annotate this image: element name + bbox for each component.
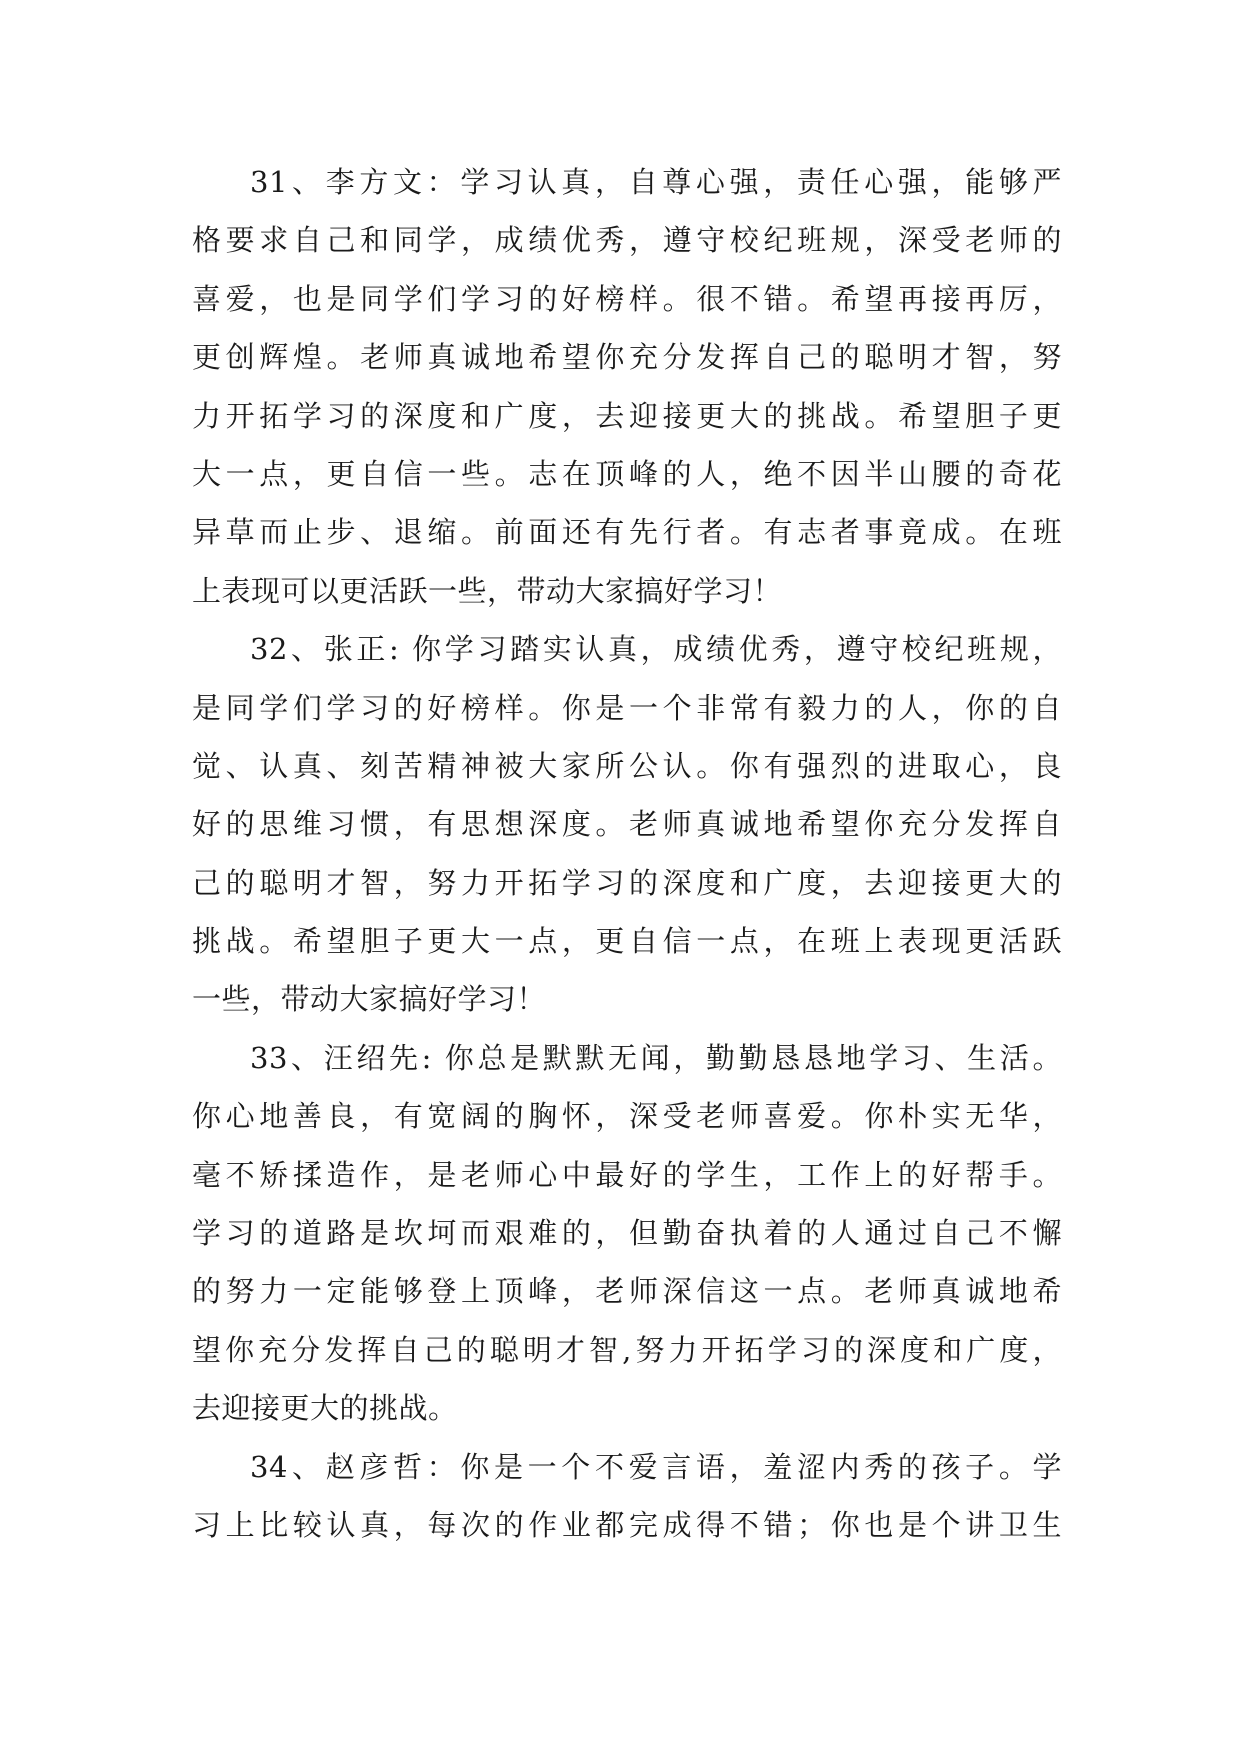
- paragraph-32: [192, 620, 1062, 1029]
- text-line: 去迎接更大的挑战。: [192, 1391, 458, 1426]
- text-line: 己的聪明才智，努力开拓学习的深度和广度，去迎接更大的: [192, 865, 1062, 900]
- text-line: 望你充分发挥自己的聪明才智,努力开拓学习的深度和广度，: [192, 1332, 1062, 1367]
- text-line: 格要求自己和同学，成绩优秀，遵守校纪班规，深受老师的: [192, 223, 1062, 258]
- text-line: 习上比较认真，每次的作业都完成得不错；你也是个讲卫生: [192, 1507, 1062, 1542]
- text-line: 异草而止步、退缩。前面还有先行者。有志者事竟成。在班: [192, 515, 1062, 550]
- text-line: 觉、认真、刻苦精神被大家所公认。你有强烈的进取心，良: [192, 748, 1062, 783]
- paragraph-34: [192, 1438, 1062, 1555]
- text-line: 的努力一定能够登上顶峰，老师深信这一点。老师真诚地希: [192, 1274, 1062, 1309]
- text-line: 34、赵彦哲：你是一个不爱言语，羞涩内秀的孩子。学: [250, 1449, 1062, 1484]
- text-line: 大一点，更自信一些。志在顶峰的人，绝不因半山腰的奇花: [192, 456, 1062, 491]
- text-line: 一些，带动大家搞好学习！: [192, 982, 547, 1017]
- text-line: 学习的道路是坎坷而艰难的，但勤奋执着的人通过自己不懈: [192, 1216, 1062, 1251]
- text-line: 是同学们学习的好榜样。你是一个非常有毅力的人，你的自: [192, 690, 1062, 725]
- text-line: 毫不矫揉造作，是老师心中最好的学生，工作上的好帮手。: [192, 1157, 1062, 1192]
- paragraph-31: [192, 153, 1062, 620]
- text-line: 上表现可以更活跃一些，带动大家搞好学习！: [192, 573, 783, 608]
- text-line: 31、李方文：学习认真，自尊心强，责任心强，能够严: [250, 165, 1062, 199]
- text-line: 喜爱，也是同学们学习的好榜样。很不错。希望再接再厉，: [192, 281, 1062, 316]
- text-line: 力开拓学习的深度和广度，去迎接更大的挑战。希望胆子更: [192, 398, 1062, 433]
- text-line: 挑战。希望胆子更大一点，更自信一点，在班上表现更活跃: [192, 924, 1062, 959]
- document-body: [192, 153, 1062, 1554]
- text-line: 33、汪绍先: 你总是默默无闻，勤勤恳恳地学习、生活。: [250, 1040, 1062, 1075]
- text-line: 你心地善良，有宽阔的胸怀，深受老师喜爱。你朴实无华，: [192, 1099, 1062, 1134]
- text-line: 更创辉煌。老师真诚地希望你充分发挥自己的聪明才智，努: [192, 340, 1062, 375]
- text-line: 32、张正: 你学习踏实认真，成绩优秀，遵守校纪班规，: [250, 632, 1062, 667]
- text-line: 好的思维习惯，有思想深度。老师真诚地希望你充分发挥自: [192, 807, 1062, 842]
- paragraph-33: [192, 1029, 1062, 1438]
